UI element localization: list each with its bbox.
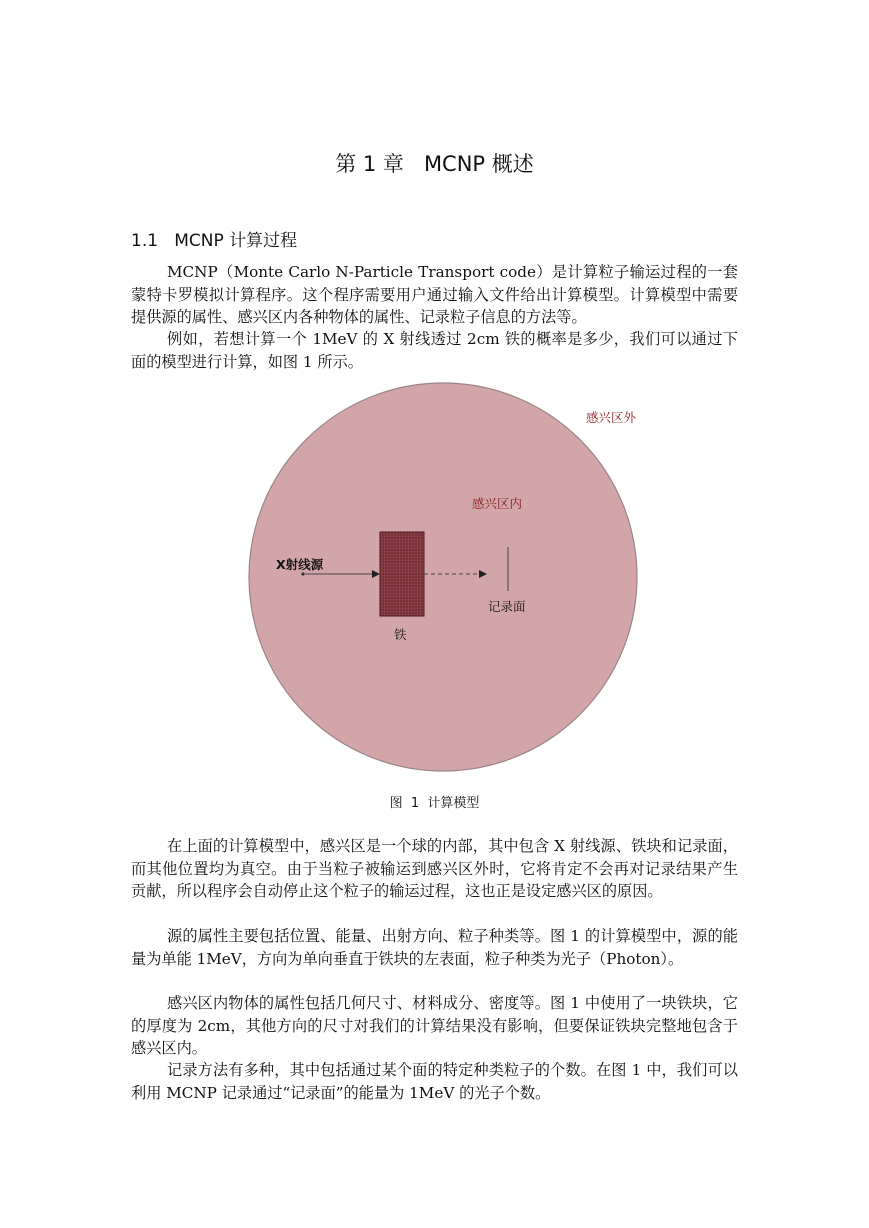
iron-label: 铁 bbox=[394, 627, 407, 642]
inside-region-label: 感兴区内 bbox=[472, 496, 523, 511]
paragraph-tally-methods: 记录方法有多种，其中包括通过某个面的特定种类粒子的个数。在图 1 中，我们可以利用 MCNP 记录通过“记录面”的能量为 1MeV 的光子个数。 bbox=[131, 1061, 738, 1102]
sphere-region bbox=[249, 383, 637, 771]
tally-surface-label: 记录面 bbox=[488, 599, 526, 614]
paragraph-source-properties: 源的属性主要包括位置、能量、出射方向、粒子种类等。图 1 的计算模型中，源的能量为单能 1MeV，方向为单向垂直于铁块的左表面，粒子种类为光子（Photon）。 bbox=[131, 927, 738, 968]
section-title: 1.1 MCNP 计算过程 bbox=[131, 231, 298, 251]
paragraph-region-explanation: 在上面的计算模型中，感兴区是一个球的内部，其中包含 X 射线源、铁块和记录面，而其他位置均为真空。由于当粒子被输运到感兴区外时，它将肯定不会再对记录结果产生贡献，所以程序会自动停止这个粒子的输运过程，这也正是设定感兴区的原因。 bbox=[131, 837, 738, 900]
iron-block bbox=[380, 532, 424, 616]
paragraph-mcnp-intro: MCNP（Monte Carlo N-Particle Transport code）是计算粒子输运过程的一套蒙特卡罗模拟计算程序。这个程序需要用户通过输入文件给出计算模型。计算模型中需要提供源的属性、感兴区内各种物体的属性、记录粒子信息的方法等。 bbox=[131, 263, 738, 326]
chapter-title: 第 1 章 MCNP 概述 bbox=[335, 152, 534, 176]
outside-region-label: 感兴区外 bbox=[586, 410, 637, 425]
figure-1-calculation-model bbox=[243, 380, 653, 775]
figure-1-diagram bbox=[243, 380, 653, 775]
paragraph-object-properties: 感兴区内物体的属性包括几何尺寸、材料成分、密度等。图 1 中使用了一块铁块，它的厚度为 2cm，其他方向的尺寸对我们的计算结果没有影响，但要保证铁块完整地包含于感兴区内。 bbox=[131, 994, 738, 1057]
source-label: X射线源 bbox=[276, 557, 324, 572]
paragraph-example: 例如，若想计算一个 1MeV 的 X 射线透过 2cm 铁的概率是多少，我们可以通过下面的模型进行计算，如图 1 所示。 bbox=[131, 330, 738, 371]
figure-caption: 图 1 计算模型 bbox=[389, 796, 480, 811]
